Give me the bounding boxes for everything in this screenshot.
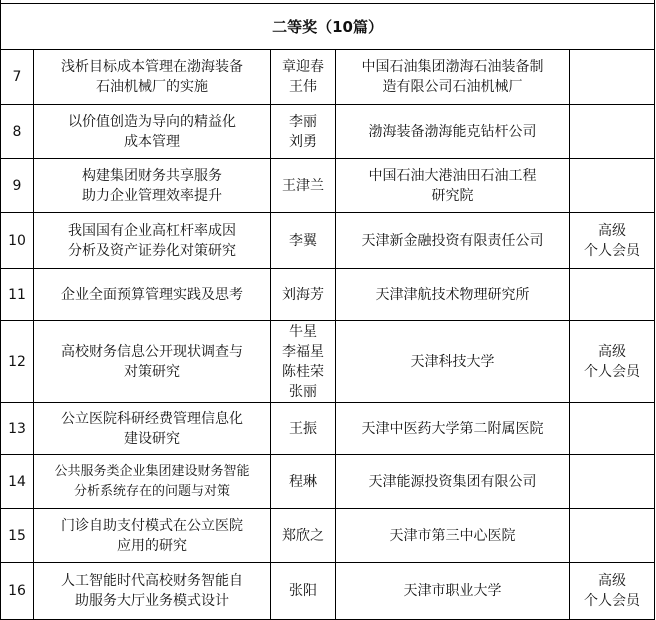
organization: 天津新金融投资有限责任公司 [336, 213, 570, 269]
row-number: 13 [1, 403, 34, 455]
row-number: 7 [1, 50, 34, 105]
organization: 天津科技大学 [336, 321, 570, 403]
member-type [570, 455, 655, 509]
row-number: 14 [1, 455, 34, 509]
table-row [1, 403, 655, 455]
table-row [1, 213, 655, 269]
member-type: 高级 个人会员 [570, 563, 655, 620]
organization: 渤海装备渤海能克钻杆公司 [336, 105, 570, 159]
paper-title: 我国国有企业高杠杆率成因 分析及资产证券化对策研究 [34, 213, 271, 269]
member-type [570, 509, 655, 563]
organization: 中国石油大港油田石油工程 研究院 [336, 159, 570, 213]
table-row [1, 105, 655, 159]
table-row [1, 563, 655, 620]
paper-title: 人工智能时代高校财务智能自 助服务大厅业务模式设计 [34, 563, 271, 620]
member-type [570, 269, 655, 321]
authors: 李翼 [271, 213, 336, 269]
row-number: 15 [1, 509, 34, 563]
paper-title: 构建集团财务共享服务 助力企业管理效率提升 [34, 159, 271, 213]
authors: 牛星 李福星 陈桂荣 张丽 [271, 321, 336, 403]
table-row [1, 321, 655, 403]
organization: 天津市职业大学 [336, 563, 570, 620]
section-header-row [1, 4, 655, 50]
paper-title: 公共服务类企业集团建设财务智能 分析系统存在的问题与对策 [34, 455, 271, 509]
member-type: 高级 个人会员 [570, 321, 655, 403]
paper-title: 企业全面预算管理实践及思考 [34, 269, 271, 321]
table-row [1, 159, 655, 213]
authors: 李丽 刘勇 [271, 105, 336, 159]
table-row [1, 50, 655, 105]
row-number: 16 [1, 563, 34, 620]
row-number: 8 [1, 105, 34, 159]
paper-title: 公立医院科研经费管理信息化 建设研究 [34, 403, 271, 455]
authors: 刘海芳 [271, 269, 336, 321]
row-number: 9 [1, 159, 34, 213]
authors: 程琳 [271, 455, 336, 509]
table-row [1, 455, 655, 509]
organization: 天津能源投资集团有限公司 [336, 455, 570, 509]
authors: 郑欣之 [271, 509, 336, 563]
member-type [570, 105, 655, 159]
row-number: 12 [1, 321, 34, 403]
member-type [570, 403, 655, 455]
section-title: 二等奖（10篇） [1, 4, 655, 50]
organization: 天津津航技术物理研究所 [336, 269, 570, 321]
authors: 章迎春 王伟 [271, 50, 336, 105]
member-type [570, 50, 655, 105]
organization: 天津中医药大学第二附属医院 [336, 403, 570, 455]
paper-title: 以价值创造为导向的精益化 成本管理 [34, 105, 271, 159]
authors: 王津兰 [271, 159, 336, 213]
organization: 中国石油集团渤海石油装备制 造有限公司石油机械厂 [336, 50, 570, 105]
organization: 天津市第三中心医院 [336, 509, 570, 563]
paper-title: 浅析目标成本管理在渤海装备 石油机械厂的实施 [34, 50, 271, 105]
table-row [1, 269, 655, 321]
row-number: 10 [1, 213, 34, 269]
authors: 张阳 [271, 563, 336, 620]
member-type: 高级 个人会员 [570, 213, 655, 269]
table-row [1, 509, 655, 563]
authors: 王振 [271, 403, 336, 455]
paper-title: 门诊自助支付模式在公立医院 应用的研究 [34, 509, 271, 563]
member-type [570, 159, 655, 213]
paper-title: 高校财务信息公开现状调查与 对策研究 [34, 321, 271, 403]
row-number: 11 [1, 269, 34, 321]
